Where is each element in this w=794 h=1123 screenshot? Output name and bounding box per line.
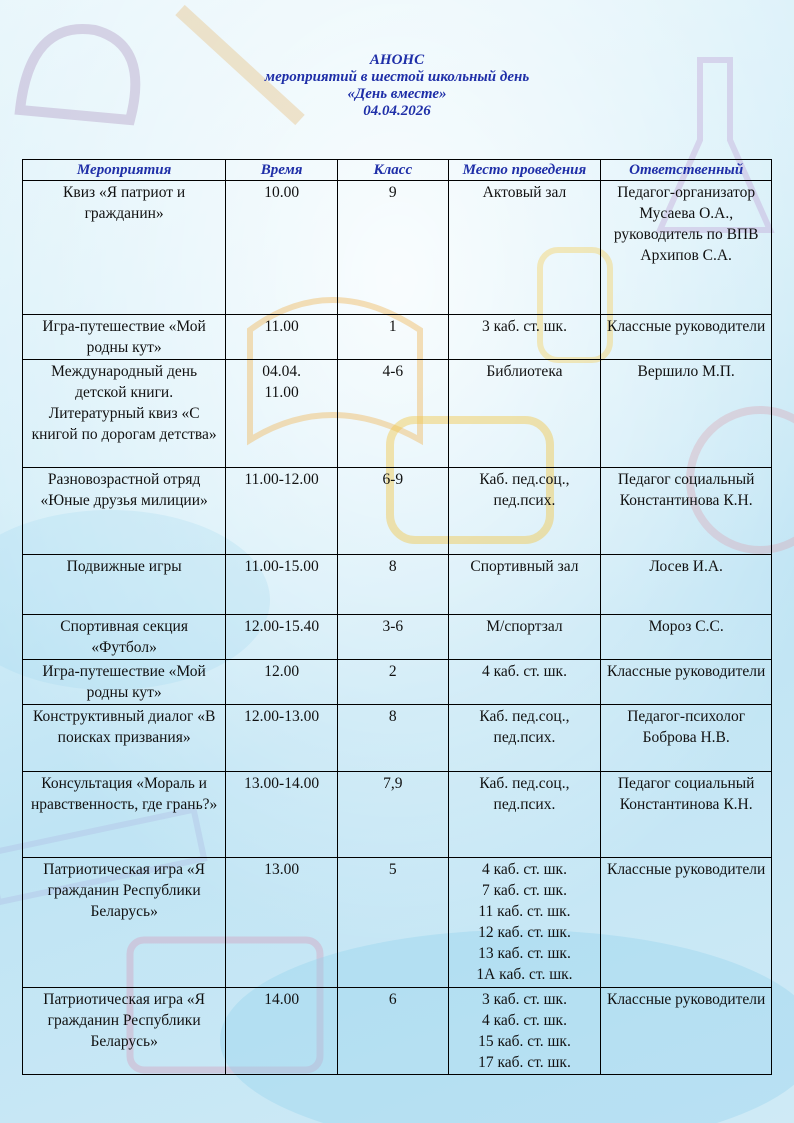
cell-time: 12.00-13.00 [226, 705, 338, 772]
table-row [23, 468, 772, 555]
title: АНОНС [369, 52, 425, 68]
column-header-time: Время [226, 160, 338, 181]
cell-event: Консультация «Мораль и нравственность, где грань?» [23, 772, 226, 858]
cell-time: 10.00 [226, 181, 338, 315]
cell-place: Каб. пед.соц., пед.псих. [448, 772, 601, 858]
cell-event: Спортивная секция «Футбол» [23, 615, 226, 660]
cell-place: 4 каб. ст. шк. [448, 660, 601, 705]
cell-grade: 6 [337, 988, 448, 1075]
table-row [23, 315, 772, 360]
cell-grade: 5 [337, 858, 448, 988]
cell-event: Разновозрастной отряд «Юные друзья милиции» [23, 468, 226, 555]
cell-event: Патриотическая игра «Я гражданин Республики Беларусь» [23, 858, 226, 988]
table-row [23, 858, 772, 988]
table-row [23, 705, 772, 772]
cell-place: Каб. пед.соц., пед.псих. [448, 705, 601, 772]
cell-responsible: Вершило М.П. [601, 360, 772, 468]
cell-grade: 3-6 [337, 615, 448, 660]
cell-responsible: Педагог социальный Константинова К.Н. [601, 468, 772, 555]
cell-responsible: Педагог-психолог Боброва Н.В. [601, 705, 772, 772]
cell-place: Каб. пед.соц., пед.псих. [448, 468, 601, 555]
day-name: «День вместе» [347, 86, 447, 102]
cell-responsible: Мороз С.С. [601, 615, 772, 660]
cell-grade: 9 [337, 181, 448, 315]
cell-event: Международный день детской книги. Литературный квиз «С книгой по дорогам детства» [23, 360, 226, 468]
column-header-place: Место проведения [448, 160, 601, 181]
cell-place: 4 каб. ст. шк. 7 каб. ст. шк. 11 каб. ст. шк. 12 каб. ст. шк. 13 каб. ст. шк. 1А каб. ст. шк. [448, 858, 601, 988]
cell-time: 13.00-14.00 [226, 772, 338, 858]
cell-grade: 6-9 [337, 468, 448, 555]
cell-event: Подвижные игры [23, 555, 226, 615]
table-row [23, 555, 772, 615]
column-header-grade: Класс [337, 160, 448, 181]
cell-place: Библиотека [448, 360, 601, 468]
cell-event: Патриотическая игра «Я гражданин Республики Беларусь» [23, 988, 226, 1075]
table-row [23, 988, 772, 1075]
cell-grade: 8 [337, 705, 448, 772]
cell-responsible: Педагог социальный Константинова К.Н. [601, 772, 772, 858]
cell-event: Игра-путешествие «Мой родны кут» [23, 315, 226, 360]
cell-responsible: Классные руководители [601, 858, 772, 988]
table-row [23, 360, 772, 468]
cell-time: 11.00-15.00 [226, 555, 338, 615]
announcement-heading [0, 52, 794, 120]
cell-grade: 4-6 [337, 360, 448, 468]
cell-time: 11.00 [226, 315, 338, 360]
table-row [23, 772, 772, 858]
table-body [23, 181, 772, 1075]
cell-time: 14.00 [226, 988, 338, 1075]
cell-place: 3 каб. ст. шк. [448, 315, 601, 360]
cell-event: Квиз «Я патриот и гражданин» [23, 181, 226, 315]
cell-time: 12.00-15.40 [226, 615, 338, 660]
cell-place: Спортивный зал [448, 555, 601, 615]
cell-responsible: Классные руководители [601, 660, 772, 705]
date: 04.04.2026 [363, 103, 431, 119]
cell-place: 3 каб. ст. шк. 4 каб. ст. шк. 15 каб. ст. шк. 17 каб. ст. шк. [448, 988, 601, 1075]
cell-responsible: Классные руководители [601, 315, 772, 360]
table-row [23, 181, 772, 315]
column-header-event: Мероприятия [23, 160, 226, 181]
cell-responsible: Классные руководители [601, 988, 772, 1075]
cell-grade: 2 [337, 660, 448, 705]
schedule-table [22, 159, 772, 1075]
cell-event: Игра-путешествие «Мой родны кут» [23, 660, 226, 705]
cell-time: 04.04. 11.00 [226, 360, 338, 468]
cell-place: Актовый зал [448, 181, 601, 315]
cell-time: 12.00 [226, 660, 338, 705]
table-header-row [23, 160, 772, 181]
cell-responsible: Лосев И.А. [601, 555, 772, 615]
subtitle: мероприятий в шестой школьный день [264, 69, 530, 85]
column-header-responsible: Ответственный [601, 160, 772, 181]
cell-grade: 8 [337, 555, 448, 615]
cell-time: 11.00-12.00 [226, 468, 338, 555]
cell-grade: 7,9 [337, 772, 448, 858]
table-row [23, 660, 772, 705]
cell-place: М/спортзал [448, 615, 601, 660]
cell-responsible: Педагог-организатор Мусаева О.А., руководитель по ВПВ Архипов С.А. [601, 181, 772, 315]
cell-grade: 1 [337, 315, 448, 360]
cell-event: Конструктивный диалог «В поисках призвания» [23, 705, 226, 772]
cell-time: 13.00 [226, 858, 338, 988]
table-row [23, 615, 772, 660]
